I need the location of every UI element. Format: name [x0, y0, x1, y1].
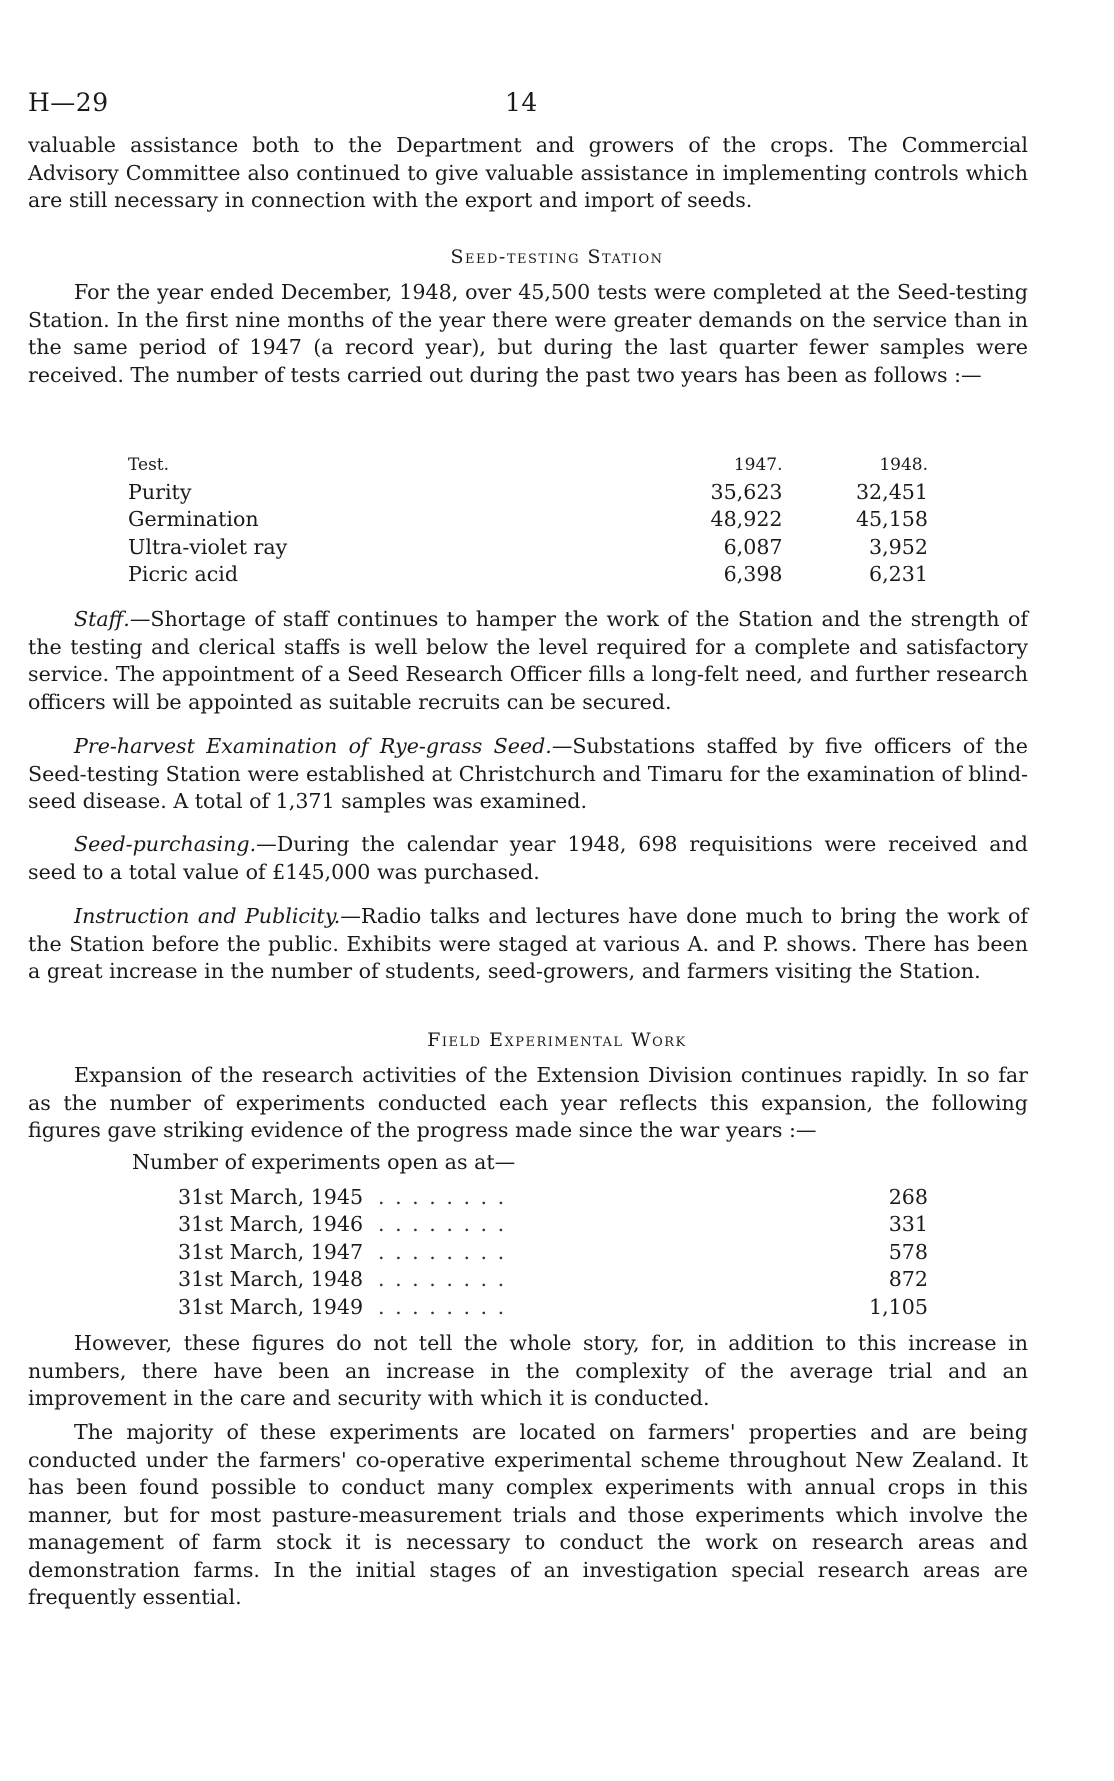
- value-1948: 32,451: [855, 479, 928, 504]
- table-header-row: [128, 452, 928, 478]
- instruction-text: —Radio talks and lectures have done much to bring the work of the Station before the public. Exhibits were staged at various A. and P. shows. There has been a great increase in the number of students, seed-growers, and farmers visiting the Station.: [28, 904, 1028, 983]
- table-row: [178, 1238, 928, 1266]
- row-count: 331: [888, 1212, 928, 1237]
- table-row: [128, 506, 928, 534]
- preharvest-text: —Substations staffed by five officers of the Seed-testing Station were established at Christchurch and Timaru for the examination of blind-seed disease. A total of 1,371 samples was examined.: [28, 734, 1028, 813]
- preharvest-title: Pre-harvest Examination of Rye-grass Seed.: [74, 734, 552, 758]
- table-row: [178, 1211, 928, 1239]
- instruction-paragraph: [28, 903, 1028, 986]
- intro-paragraph: valuable assistance both to the Department and growers of the crops. The Commercial Advisory Committee also continued to give valuable assistance in implementing controls which are still necessary in connection with the export and import of seeds.: [28, 133, 1028, 212]
- row-count: 578: [888, 1239, 928, 1264]
- test-name: Picric acid: [128, 562, 239, 587]
- test-name: Germination: [128, 507, 259, 532]
- leader-dots: . . . . . . . .: [378, 1184, 507, 1209]
- row-date: 31st March, 1948: [178, 1267, 364, 1292]
- section-heading-text: Seed-testing Station: [450, 246, 664, 268]
- value-1947: 6,398: [723, 562, 783, 587]
- seed-testing-intro: For the year ended December, 1948, over 45,500 tests were completed at the Seed-testing Station. In the first nine months of the year there were greater demands on the service than in the same period of 1947 (a record year), but during the last quarter fewer samples were received. The number of tests carried out during the past two years has been as follows :—: [28, 280, 1028, 387]
- table-row: [178, 1293, 928, 1321]
- value-1948: 6,231: [869, 562, 928, 587]
- column-header-1948: 1948.: [879, 455, 928, 475]
- column-header-1947: 1947.: [733, 455, 783, 475]
- page-number: 14: [505, 88, 538, 117]
- purchasing-text: —During the calendar year 1948, 698 requisitions were received and seed to a total value of £145,000 was purchased.: [28, 832, 1028, 884]
- experiments-table-intro: Number of experiments open as at—: [132, 1150, 516, 1174]
- value-1947: 48,922: [710, 507, 783, 532]
- document-reference: H—29: [28, 88, 109, 117]
- leader-dots: . . . . . . . .: [378, 1267, 507, 1292]
- seed-test-table: [128, 452, 928, 588]
- staff-paragraph: [28, 606, 1028, 716]
- leader-dots: . . . . . . . .: [378, 1212, 507, 1237]
- section-heading-seed-testing: [0, 246, 1114, 268]
- preharvest-paragraph: [28, 733, 1028, 816]
- table-row: [128, 561, 928, 589]
- instruction-title: Instruction and Publicity.: [74, 904, 341, 928]
- leader-dots: . . . . . . . .: [378, 1294, 507, 1319]
- value-1947: 35,623: [710, 479, 783, 504]
- row-count: 872: [888, 1267, 928, 1292]
- field-work-paragraph-2: The majority of these experiments are located on farmers' properties and are being conducted under the farmers' co-operative experimental scheme throughout New Zealand. It has been found possible to conduct many complex experiments with annual crops in this manner, but for most pasture-measurement trials and those experiments which involve the management of farm stock it is necessary to conduct the work on research areas and demonstration farms. In the initial stages of an investigation special research areas are frequently essential.: [28, 1420, 1028, 1609]
- test-name: Ultra-violet ray: [128, 534, 288, 559]
- value-1948: 45,158: [855, 507, 928, 532]
- test-name: Purity: [128, 479, 192, 504]
- field-work-intro: Expansion of the research activities of the Extension Division continues rapidly. In so far as the number of experiments conducted each year reflects this expansion, the following figures gave striking evidence of the progress made since the war years :—: [28, 1063, 1028, 1142]
- section-heading-text: Field Experimental Work: [427, 1029, 687, 1051]
- table-row: [128, 533, 928, 561]
- row-date: 31st March, 1947: [178, 1239, 364, 1264]
- staff-text: —Shortage of staff continues to hamper the work of the Station and the strength of the testing and clerical staffs is well below the level required for a complete and satisfactory service. The appointment of a Seed Research Officer fills a long-felt need, and further research officers will be appointed as suitable recruits can be secured.: [28, 607, 1028, 714]
- row-count: 268: [888, 1184, 928, 1209]
- row-date: 31st March, 1945: [178, 1184, 364, 1209]
- section-heading-field-work: [0, 1029, 1114, 1051]
- value-1948: 3,952: [869, 534, 928, 559]
- purchasing-paragraph: [28, 831, 1028, 886]
- table-row: [128, 478, 928, 506]
- row-count: 1,105: [869, 1294, 928, 1319]
- row-date: 31st March, 1949: [178, 1294, 364, 1319]
- row-date: 31st March, 1946: [178, 1212, 364, 1237]
- column-header-test: Test.: [128, 455, 170, 475]
- value-1947: 6,087: [723, 534, 783, 559]
- field-work-paragraph-1: However, these figures do not tell the whole story, for, in addition to this increase in numbers, there have been an increase in the complexity of the average trial and an improvement in the care and security with which it is conducted.: [28, 1331, 1028, 1410]
- purchasing-title: Seed-purchasing.: [74, 832, 257, 856]
- staff-title: Staff.: [74, 607, 130, 631]
- leader-dots: . . . . . . . .: [378, 1239, 507, 1264]
- table-row: [178, 1266, 928, 1294]
- experiments-table: [178, 1183, 928, 1321]
- table-row: [178, 1183, 928, 1211]
